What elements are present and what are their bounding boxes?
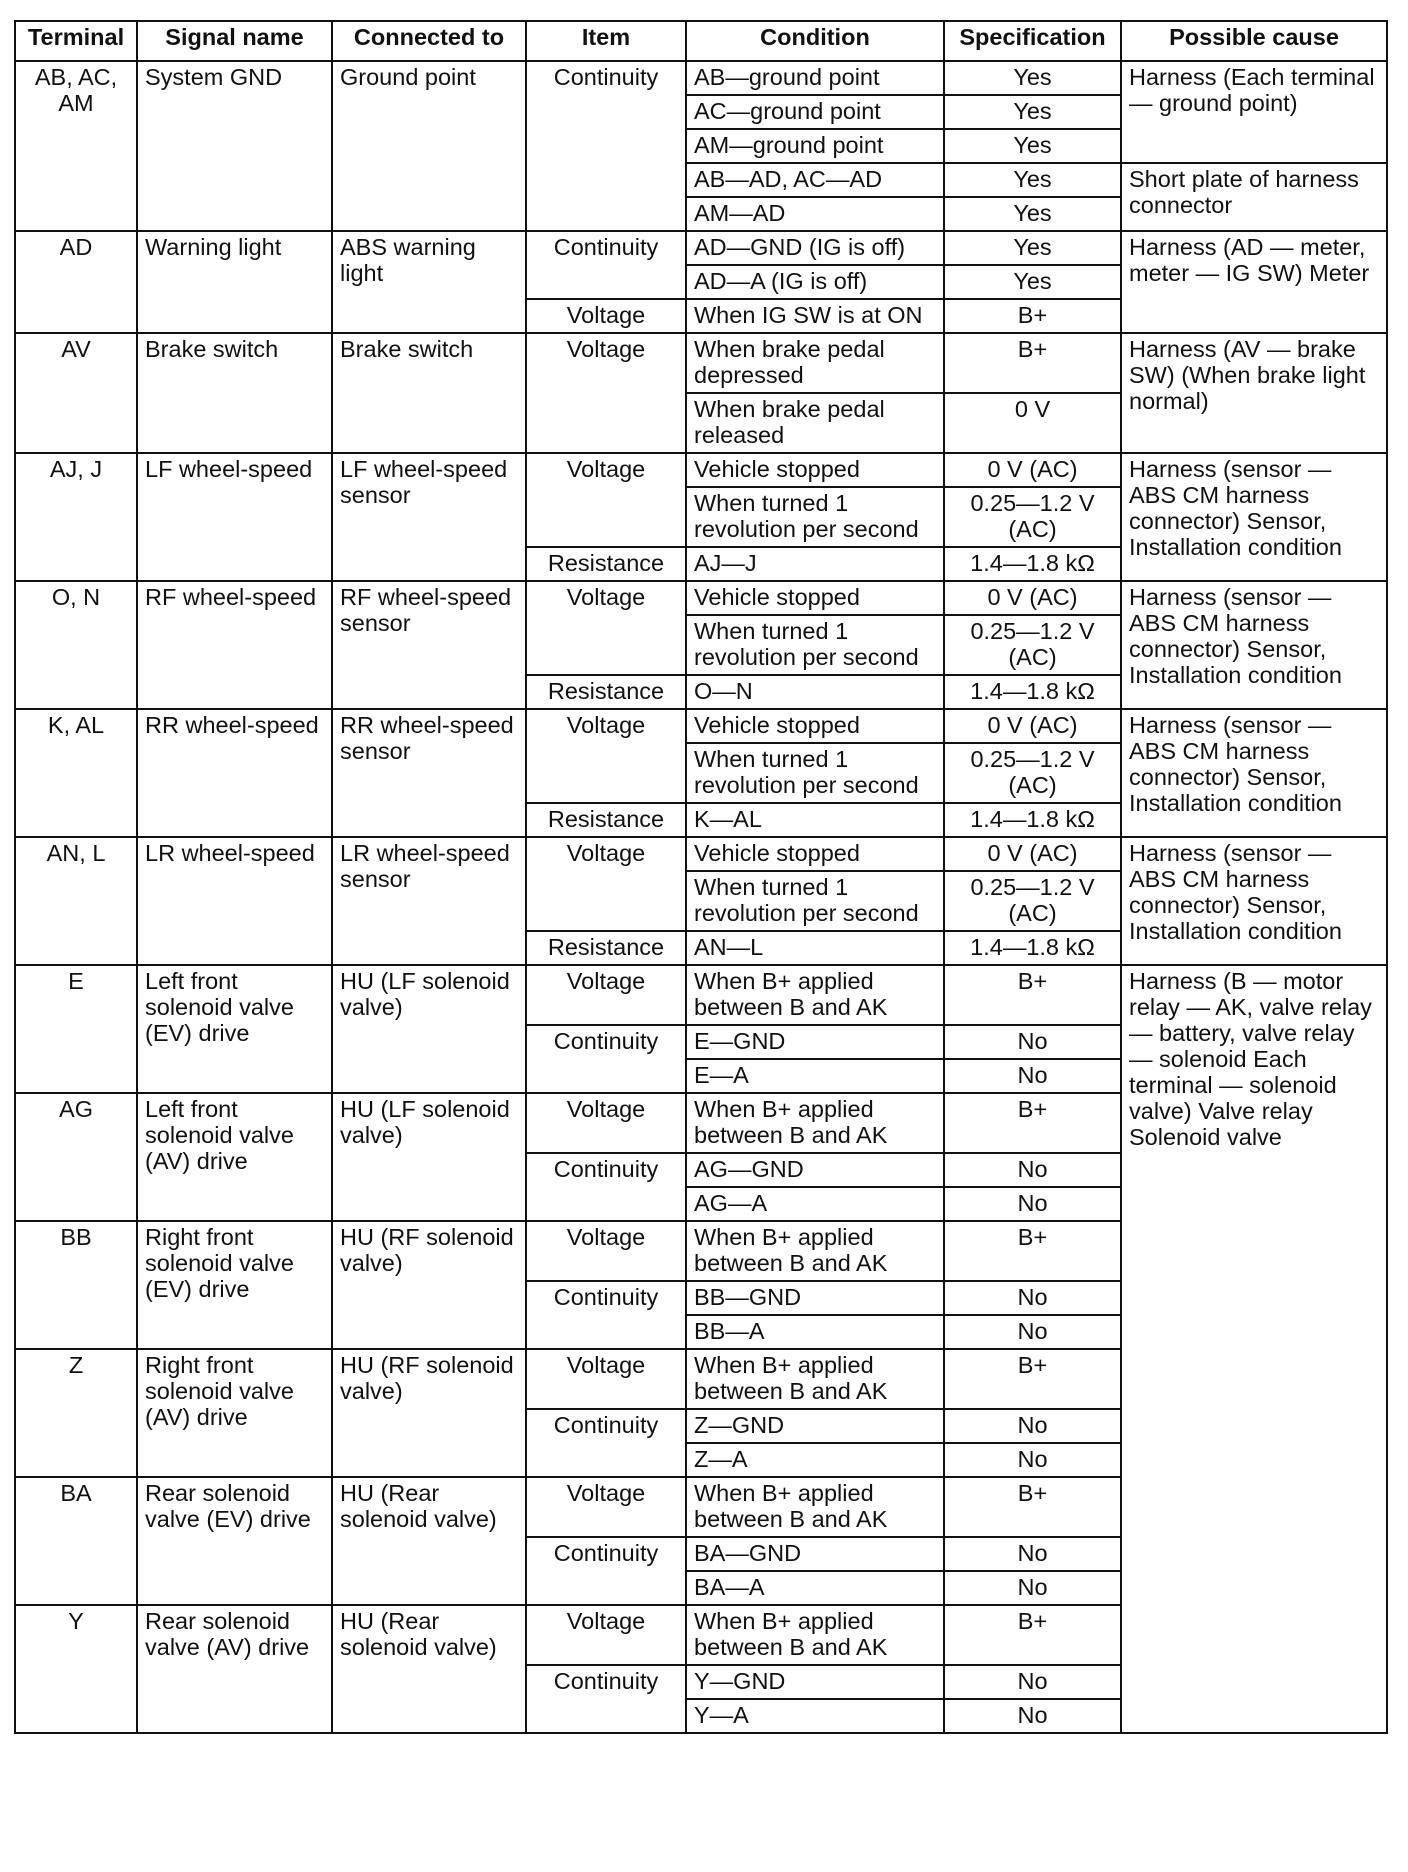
connected-to-cell: HU (LF solenoid valve) [332,965,526,1093]
specification-cell: No [944,1443,1121,1477]
specification-cell: 0 V [944,393,1121,453]
specification-cell: Yes [944,61,1121,95]
item-cell: Continuity [526,61,686,231]
table-row [15,837,1387,871]
signal-name-cell: LR wheel-speed [137,837,332,965]
specification-cell: 0 V (AC) [944,837,1121,871]
header-terminal: Terminal [15,21,137,61]
specification-cell: No [944,1665,1121,1699]
connected-to-cell: HU (Rear solenoid valve) [332,1605,526,1733]
specification-cell: Yes [944,197,1121,231]
terminal-cell: E [15,965,137,1093]
table-row [15,333,1387,393]
table-row [15,965,1387,1025]
item-cell: Continuity [526,1281,686,1349]
condition-cell: Vehicle stopped [686,709,944,743]
specification-cell: B+ [944,299,1121,333]
condition-cell: When turned 1 revolution per second [686,487,944,547]
item-cell: Voltage [526,709,686,803]
possible-cause-cell: Harness (B — motor relay — AK, valve relay — battery, valve relay — solenoid Each terminal — solenoid valve) Valve relay Solenoid valve [1121,965,1387,1733]
connected-to-cell: LF wheel-speed sensor [332,453,526,581]
specification-cell: B+ [944,1221,1121,1281]
connected-to-cell: HU (RF solenoid valve) [332,1221,526,1349]
specification-cell: B+ [944,965,1121,1025]
condition-cell: When turned 1 revolution per second [686,743,944,803]
specification-cell: 1.4—1.8 kΩ [944,931,1121,965]
condition-cell: AG—A [686,1187,944,1221]
item-cell: Voltage [526,453,686,547]
item-cell: Voltage [526,1477,686,1537]
terminal-cell: AD [15,231,137,333]
condition-cell: Vehicle stopped [686,581,944,615]
signal-name-cell: RR wheel-speed [137,709,332,837]
specification-cell: 1.4—1.8 kΩ [944,803,1121,837]
item-cell: Voltage [526,1221,686,1281]
connected-to-cell: RF wheel-speed sensor [332,581,526,709]
item-cell: Voltage [526,1093,686,1153]
possible-cause-cell: Harness (AD — meter, meter — IG SW) Meter [1121,231,1387,333]
terminal-cell: AJ, J [15,453,137,581]
condition-cell: Vehicle stopped [686,453,944,487]
condition-cell: BB—GND [686,1281,944,1315]
condition-cell: When turned 1 revolution per second [686,871,944,931]
condition-cell: When turned 1 revolution per second [686,615,944,675]
connected-to-cell: LR wheel-speed sensor [332,837,526,965]
condition-cell: AD—GND (IG is off) [686,231,944,265]
terminal-cell: AG [15,1093,137,1221]
specification-cell: 0.25—1.2 V (AC) [944,487,1121,547]
possible-cause-cell: Harness (sensor — ABS CM harness connector) Sensor, Installation condition [1121,837,1387,965]
condition-cell: AM—ground point [686,129,944,163]
specification-cell: Yes [944,163,1121,197]
terminal-cell: AB, AC, AM [15,61,137,231]
item-cell: Resistance [526,931,686,965]
specification-cell: No [944,1571,1121,1605]
table-row [15,709,1387,743]
condition-cell: Y—A [686,1699,944,1733]
specification-cell: Yes [944,265,1121,299]
specification-cell: No [944,1187,1121,1221]
signal-name-cell: Right front solenoid valve (EV) drive [137,1221,332,1349]
item-cell: Voltage [526,333,686,453]
item-cell: Voltage [526,837,686,931]
condition-cell: Y—GND [686,1665,944,1699]
item-cell: Continuity [526,1409,686,1477]
header-signal-name: Signal name [137,21,332,61]
header-item: Item [526,21,686,61]
table-row [15,231,1387,265]
condition-cell: O—N [686,675,944,709]
header-connected-to: Connected to [332,21,526,61]
condition-cell: When brake pedal depressed [686,333,944,393]
specification-cell: Yes [944,129,1121,163]
item-cell: Continuity [526,1537,686,1605]
terminal-cell: Z [15,1349,137,1477]
item-cell: Voltage [526,965,686,1025]
condition-cell: AN—L [686,931,944,965]
terminal-cell: BB [15,1221,137,1349]
header-possible-cause: Possible cause [1121,21,1387,61]
terminal-cell: AV [15,333,137,453]
signal-name-cell: Right front solenoid valve (AV) drive [137,1349,332,1477]
condition-cell: Z—A [686,1443,944,1477]
specification-cell: No [944,1537,1121,1571]
specification-cell: B+ [944,1477,1121,1537]
specification-cell: B+ [944,1093,1121,1153]
terminal-cell: AN, L [15,837,137,965]
condition-cell: AC—ground point [686,95,944,129]
table-row [15,581,1387,615]
signal-name-cell: Brake switch [137,333,332,453]
specification-cell: 0 V (AC) [944,453,1121,487]
specification-cell: No [944,1059,1121,1093]
possible-cause-cell: Short plate of harness connector [1121,163,1387,231]
header-condition: Condition [686,21,944,61]
condition-cell: When B+ applied between B and AK [686,1605,944,1665]
item-cell: Continuity [526,1153,686,1221]
condition-cell: Vehicle stopped [686,837,944,871]
specification-cell: No [944,1315,1121,1349]
condition-cell: BB—A [686,1315,944,1349]
condition-cell: AJ—J [686,547,944,581]
signal-name-cell: System GND [137,61,332,231]
condition-cell: When IG SW is at ON [686,299,944,333]
terminal-cell: O, N [15,581,137,709]
item-cell: Resistance [526,547,686,581]
table-row [15,61,1387,95]
connected-to-cell: HU (LF solenoid valve) [332,1093,526,1221]
condition-cell: E—A [686,1059,944,1093]
item-cell: Voltage [526,299,686,333]
terminal-cell: Y [15,1605,137,1733]
signal-name-cell: Rear solenoid valve (AV) drive [137,1605,332,1733]
specification-cell: 0.25—1.2 V (AC) [944,743,1121,803]
header-row [15,21,1387,61]
signal-name-cell: Rear solenoid valve (EV) drive [137,1477,332,1605]
condition-cell: BA—GND [686,1537,944,1571]
connected-to-cell: HU (Rear solenoid valve) [332,1477,526,1605]
item-cell: Resistance [526,803,686,837]
signal-name-cell: Warning light [137,231,332,333]
condition-cell: AB—ground point [686,61,944,95]
connected-to-cell: Brake switch [332,333,526,453]
condition-cell: When B+ applied between B and AK [686,1349,944,1409]
specification-cell: Yes [944,231,1121,265]
specification-cell: B+ [944,333,1121,393]
specification-cell: No [944,1281,1121,1315]
signal-name-cell: Left front solenoid valve (EV) drive [137,965,332,1093]
connected-to-cell: Ground point [332,61,526,231]
header-specification: Specification [944,21,1121,61]
terminal-cell: K, AL [15,709,137,837]
condition-cell: AG—GND [686,1153,944,1187]
condition-cell: When B+ applied between B and AK [686,1093,944,1153]
specification-cell: 1.4—1.8 kΩ [944,675,1121,709]
specification-cell: Yes [944,95,1121,129]
specification-cell: 0 V (AC) [944,709,1121,743]
condition-cell: K—AL [686,803,944,837]
connected-to-cell: RR wheel-speed sensor [332,709,526,837]
possible-cause-cell: Harness (sensor — ABS CM harness connector) Sensor, Installation condition [1121,709,1387,837]
specification-cell: 0.25—1.2 V (AC) [944,871,1121,931]
condition-cell: When B+ applied between B and AK [686,965,944,1025]
terminal-inspection-table [14,20,1388,1734]
condition-cell: When B+ applied between B and AK [686,1221,944,1281]
signal-name-cell: Left front solenoid valve (AV) drive [137,1093,332,1221]
item-cell: Continuity [526,231,686,299]
condition-cell: When B+ applied between B and AK [686,1477,944,1537]
item-cell: Voltage [526,581,686,675]
condition-cell: Z—GND [686,1409,944,1443]
possible-cause-cell: Harness (Each terminal — ground point) [1121,61,1387,163]
condition-cell: When brake pedal released [686,393,944,453]
item-cell: Voltage [526,1605,686,1665]
condition-cell: AM—AD [686,197,944,231]
item-cell: Continuity [526,1025,686,1093]
specification-cell: B+ [944,1605,1121,1665]
specification-cell: 1.4—1.8 kΩ [944,547,1121,581]
specification-cell: No [944,1409,1121,1443]
condition-cell: AB—AD, AC—AD [686,163,944,197]
connected-to-cell: HU (RF solenoid valve) [332,1349,526,1477]
specification-cell: 0.25—1.2 V (AC) [944,615,1121,675]
possible-cause-cell: Harness (AV — brake SW) (When brake light normal) [1121,333,1387,453]
connected-to-cell: ABS warning light [332,231,526,333]
item-cell: Continuity [526,1665,686,1733]
specification-cell: No [944,1699,1121,1733]
condition-cell: BA—A [686,1571,944,1605]
signal-name-cell: LF wheel-speed [137,453,332,581]
signal-name-cell: RF wheel-speed [137,581,332,709]
item-cell: Resistance [526,675,686,709]
condition-cell: E—GND [686,1025,944,1059]
possible-cause-cell: Harness (sensor — ABS CM harness connector) Sensor, Installation condition [1121,453,1387,581]
specification-cell: 0 V (AC) [944,581,1121,615]
condition-cell: AD—A (IG is off) [686,265,944,299]
terminal-cell: BA [15,1477,137,1605]
specification-cell: No [944,1025,1121,1059]
table-row [15,453,1387,487]
specification-cell: B+ [944,1349,1121,1409]
possible-cause-cell: Harness (sensor — ABS CM harness connector) Sensor, Installation condition [1121,581,1387,709]
item-cell: Voltage [526,1349,686,1409]
specification-cell: No [944,1153,1121,1187]
